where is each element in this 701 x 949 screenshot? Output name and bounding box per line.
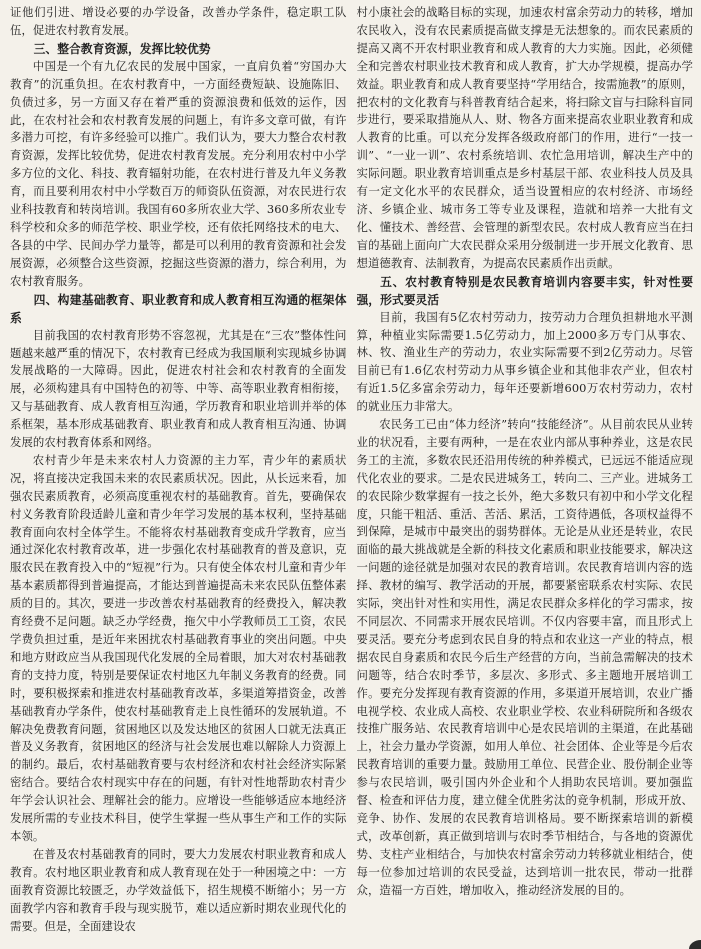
- right-column: [357, 4, 694, 949]
- paragraph: 村小康社会的战略目标的实现，加速农村富余劳动力的转移，增加农民收入，没有农民素质提高做支撑是无法想象的。而农民素质的提高又离不开农村职业教育和成人教育的大力实施。因此，必须健全和完善农村职业技术教育和成人教育，扩大办学规模，提高办学效益。职业教育和成人教育要坚持“学用结合，按需施教”的原则，把农村的文化教育与科普教育结合起来，将扫除文盲与扫除科盲同步进行，要采取措施从人、财、物各方面来提高农业职业教育和成人教育的比重。可以充分发挥各级政府部门的作用，进行“一技一训”、“一业一训”、农村系统培训、农忙急用培训，解决生产中的实际问题。职业教育培训重点是乡村基层干部、农业科技人员及具有一定文化水平的农民群众，适当设置相应的农村经济、市场经济、乡镇企业、城市务工等专业及课程，造就和培养一大批有文化、懂技术、善经营、会管理的新型农民。农村成人教育应当在扫盲的基础上面向广大农民群众采用分级制进一步开展文化教育、思想道德教育、法制教育，为提高农民素质作出贡献。: [356, 5, 693, 270]
- left-column: [10, 4, 347, 949]
- paragraph: 目前，我国有5亿农村劳动力，按劳动力合理负担耕地水平测算，种植业实际需要1.5亿劳动力，加上2000多万专门从事农、林、牧、渔业生产的劳动力，农业实际需要不到2亿劳动力。尽管目前已有1.6亿农村劳动力从事乡镇企业和其他非农产业，但农村有近1.5亿多富余劳动力，每年还要新增600万农村劳动力，农村的就业压力非常大。: [356, 309, 693, 414]
- paragraph: 在普及农村基础教育的同时，要大力发展农村职业教育和成人教育。农村地区职业教育和成人教育现在处于一种困境之中：一方面教育资源比较匮乏，办学效益低下，招生规模不断缩小；另一方面教学内容和教育手段与现实脱节，难以适应新时期农业现代化的需要。但是，全面建设农: [10, 846, 347, 933]
- paragraph: 中国是一个有九亿农民的发展中国家，一直肩负着“穷国办大教育”的沉重负担。在农村教育中，一方面经费短缺、设施陈旧、负债过多，另一方面又存在着严重的资源浪费和低效的运作，因此，在农村社会和农村教育发展的问题上，有许多文章可做，有许多潜力可挖，有许多经验可以推广。我们认为，要大力整合农村教育资源，发挥比较优势，促进农村教育发展。充分利用农村中小学多方位的文化、科技、教育辐射功能，在农村进行普及九年义务教育，而且要利用农村中小学数百万的师资队伍资源，对农民进行农业科技教育和转岗培训。我国有60多所农业大学、360多所农业专科学校和众多的师范学校、职业学校，还有依托网络技术的电大、各县的中学、民间办学力量等，都是可以利用的教育资源和社会发展资源，必须整合这些资源，挖掘这些资源的潜力，综合利用，为农村教育服务。: [10, 58, 347, 288]
- paragraph: 农民务工已由“体力经济”转向“技能经济”。从目前农民从业转业的状况看，主要有两种，一是在农业内部从事种养业，这是农民务工的主流，多数农民还沿用传统的种养模式，已远远不能适应现代化农业的要求。二是农民进城务工，转向二、三产业。进城务工的农民除少数掌握有一技之长外，绝大多数只有初中和小学文化程度，只能干粗活、重活、苦活、累活，工资待遇低，各项权益得不到保障，是城市中最突出的弱势群体。无论是从业还是转业，农民面临的最大挑战就是全新的科技文化素质和职业技能要求，解决这一问题的途径就是加强对农民的教育培训。农民教育培训内容的选择、教材的编写、教学活动的开展，都要紧密联系农村实际、农民实际，突出针对性和实用性，满足农民群众多样化的学习需求，按不同层次、不同需求开展农民培训。不仅内容要丰富，而且形式上要灵活。要充分考虑到农民自身的特点和农业这一产业的特点，根据农民自身素质和农民今后生产经营的方向，当前急需解决的技术问题等，结合农时季节，多层次、多形式、多主题地开展培训工作。要充分发挥现有教育资源的作用，多渠道开展培训，农业广播电视学校、农业成人高校、农业职业学校、农业科研院所和各级农技推广服务站、农民教育培训中心是农民培训的主渠道，在此基础上，社会力量办学资源，如用人单位、社会团体、企业等是今后农民教育培训的重要力量。鼓励用工单位、民营企业、股份制企业等参与农民培训，吸引国内外企业和个人捐助农民培训。要加强监督、检查和评估力度，建立健全优胜劣汰的竞争机制，形成开放、竞争、协作、发展的农民教育培训格局。要不断探索培训的新模式，改革创新，真正做到培训与农时季节相结合，与各地的资源优势、支柱产业相结合，与加快农村富余劳动力转移就业相结合，使每一位参加过培训的农民受益，达到培训一批农民，带动一批群众，造福一方百姓，增加收入，推动经济发展的目的。: [356, 417, 693, 897]
- paragraph: 证他们引进、增设必要的办学设备，改善办学条件，稳定职工队伍，促进农村教育发展。: [10, 5, 347, 37]
- section-heading-three: 三、整合教育资源，发挥比较优势: [33, 41, 211, 56]
- section-heading-four: 四、构建基础教育、职业教育和成人教育相互沟通的框架体系: [10, 292, 347, 325]
- paragraph: 目前我国的农村教育形势不容忽视，尤其是在“三农”整体性问题越来越严重的情况下，农村教育已经成为我国顺利实现城乡协调发展战略的一大障碍。因此，促进农村社会和农村教育的全面发展，必须构建具有中国特色的初等、中等、高等职业教育相衔接，又与基础教育、成人教育相互沟通，学历教育和职业培训并举的体系框架，基本形成基础教育、职业教育和成人教育相互沟通、协调发展的农村教育体系和网络。: [10, 327, 347, 450]
- paragraph: 农村青少年是未来农村人力资源的主力军，青少年的素质状况，将直接决定我国未来的农民素质状况。因此，从长远来看，加强农民素质教育，必须高度重视农村的基础教育。首先，要确保农村义务教育阶段适龄儿童和青少年学习发展的基本权利，坚持基础教育面向农村全体学生。不能将农村基础教育变成升学教育，应当通过深化农村教育改革，进一步强化农村基础教育的普及意识，克服农民在教育投入中的“短视”行为。只有使全体农村儿童和青少年基本素质都得到普遍提高，才能达到普遍提高未来农民队伍整体素质的目的。其次，要进一步改善农村基础教育的经费投入，解决教育经费不足问题。缺乏办学经费，拖欠中小学教师员工工资，农民学费负担过重，是近年来困扰农村基础教育事业的突出问题。中央和地方财政应当从我国现代化发展的全局着眼，加大对农村基础教育的支持力度，特别是要保证农村地区九年制义务教育的经费。同时，要积极探索和推进农村基础教育改革，多渠道筹措资金，改善基础教育办学条件，使农村基础教育走上良性循环的发展轨道。不解决免费教育问题，贫困地区以及发达地区的贫困人口就无法真正普及义务教育，贫困地区的经济与社会发展也难以解除人力资源上的制约。最后，农村基础教育要与农村经济和农村社会经济实际紧密结合。要结合农村现实中存在的问题，有针对性地帮助农村青少年学会认识社会、理解社会的能力。应增设一些能够适应本地经济发展所需的专业技术科目，使学生掌握一些从事生产和工作的实际本领。: [10, 452, 347, 843]
- section-heading-five: 五、农村教育特别是农民教育培训内容要丰实，针对性要强，形式要灵活: [356, 274, 693, 307]
